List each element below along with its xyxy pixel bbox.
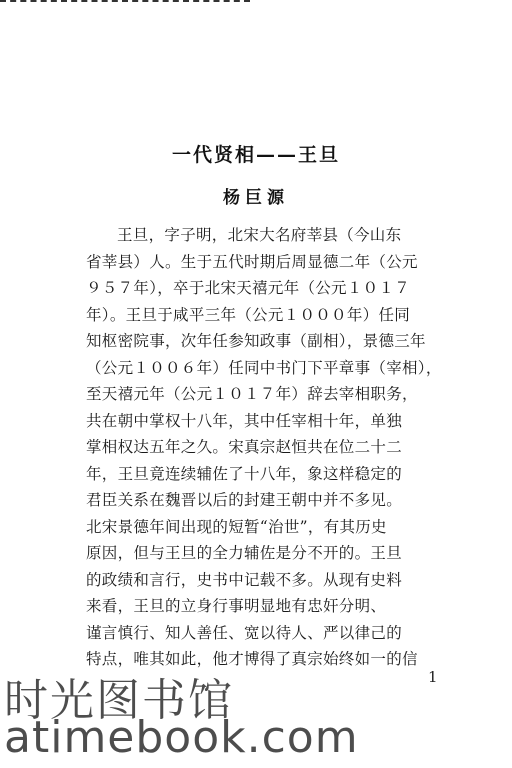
page-number: 1	[428, 668, 438, 686]
text-line: 特点，唯其如此，他才博得了真宗始终如一的信	[86, 650, 418, 668]
text-line: 北宋景德年间出现的短暂“治世”，有其历史	[86, 517, 387, 536]
text-line: 原因，但与王旦的全力辅佐是分不开的。王旦	[86, 544, 403, 562]
text-line: 年）。王旦于咸平三年（公元１０００年）任同	[86, 305, 411, 324]
text-line: 谨言慎行、知人善任、宽以待人、严以律己的	[86, 623, 403, 642]
text-line: 知枢密院事，次年任参知政事（副相），景德三年	[86, 332, 426, 350]
text-line: 省莘县）人。生于五代时期后周显德二年（公元	[86, 252, 418, 271]
text-line: 掌相权达五年之久。宋真宗赵恒共在位二十二	[86, 438, 403, 456]
chapter-title: 一代贤相——王旦	[171, 144, 340, 166]
text-line: ９５７年），卒于北宋天禧元年（公元１０１７	[86, 279, 411, 297]
body-text	[86, 222, 464, 673]
watermark-site-name: 时光图书馆	[4, 675, 234, 726]
text-line: 共在朝中掌权十八年，其中任宰相十年，单独	[86, 411, 403, 430]
watermark-url: atimebook.com	[4, 712, 359, 763]
author-name: 杨巨源	[223, 188, 289, 208]
text-line: 至天禧元年（公元１０１７年）辞去宰相职务，	[86, 385, 418, 403]
text-line: 君臣关系在魏晋以后的封建王朝中并不多见。	[86, 491, 403, 509]
text-line: 来看，王旦的立身行事明显地有忠奸分明、	[86, 597, 387, 615]
text-line: （公元１００６年）任同中书门下平章事（宰相），	[86, 358, 442, 377]
top-dashed-border	[0, 0, 250, 12]
text-line: 年，王旦竟连续辅佐了十八年，象这样稳定的	[86, 464, 403, 483]
text-line: 王旦，字子明，北宋大名府莘县（今山东	[117, 226, 402, 244]
text-line: 的政绩和言行，史书中记载不多。从现有史料	[86, 570, 403, 589]
